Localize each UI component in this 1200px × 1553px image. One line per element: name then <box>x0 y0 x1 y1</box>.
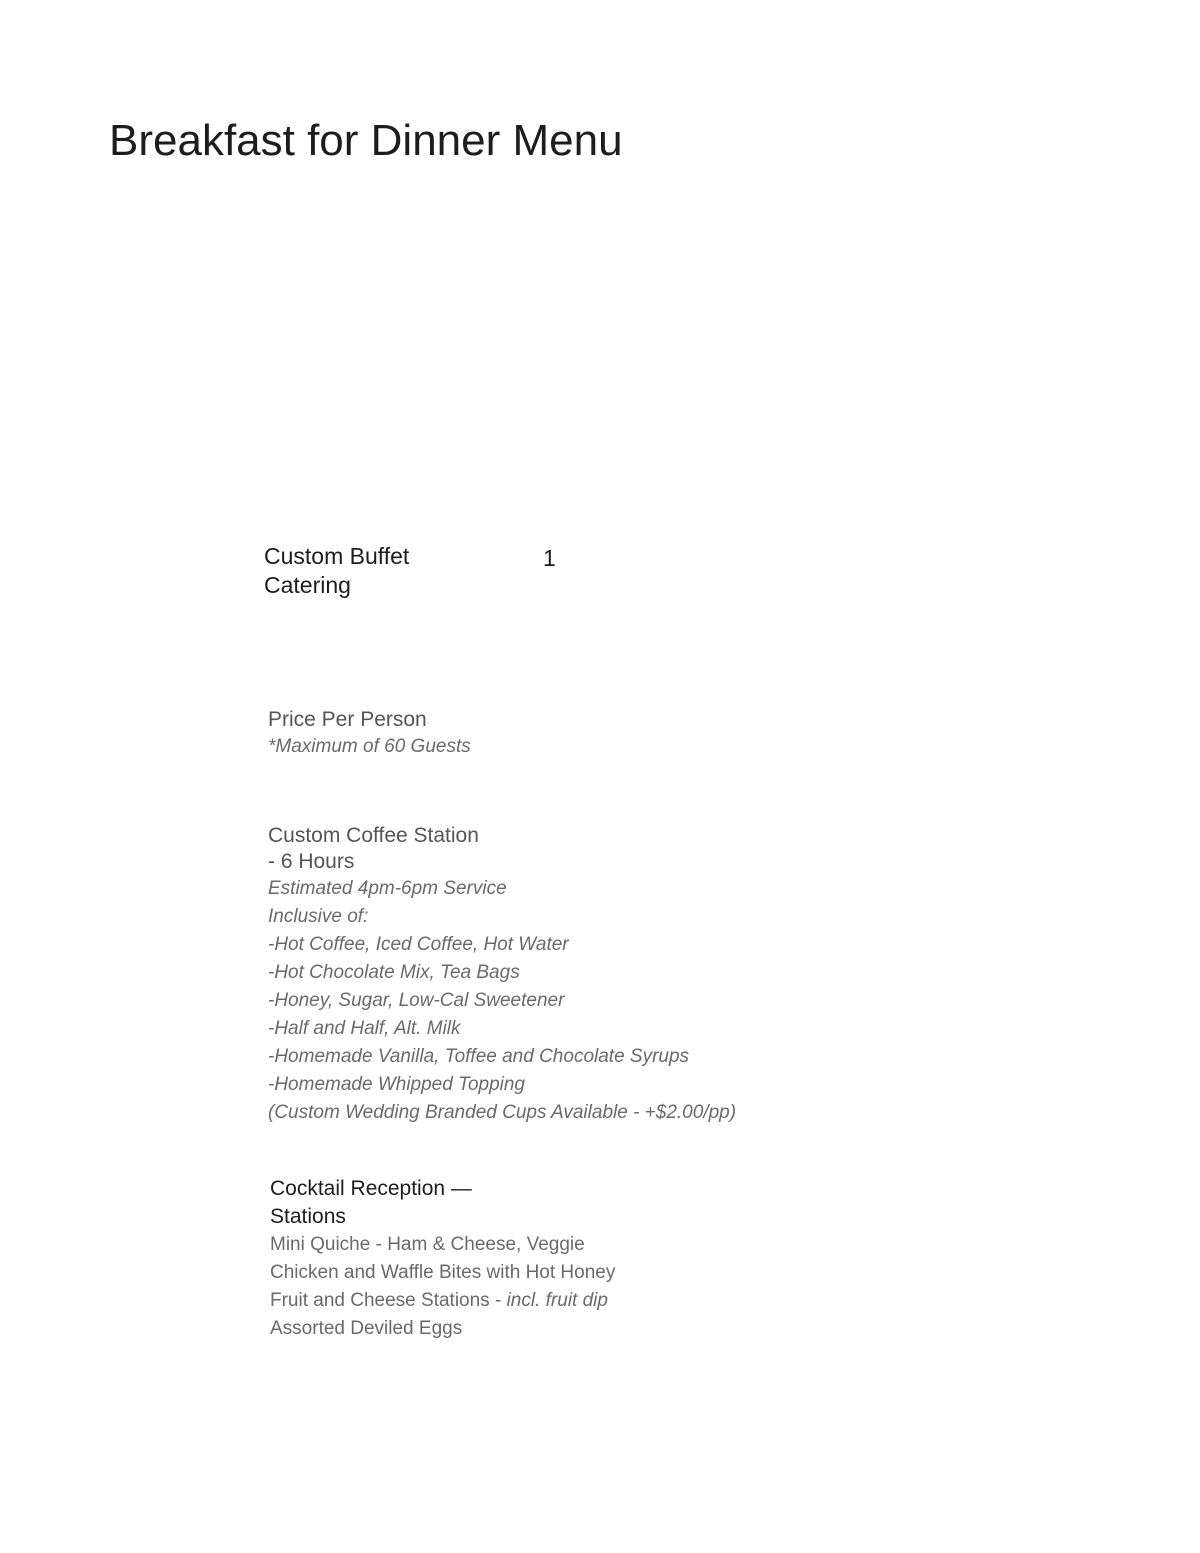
coffee-line: -Hot Chocolate Mix, Tea Bags <box>268 962 520 983</box>
coffee-line: -Honey, Sugar, Low-Cal Sweetener <box>268 990 565 1011</box>
page-title: Breakfast for Dinner Menu <box>109 116 623 165</box>
package-title-line1: Custom Buffet <box>264 543 410 569</box>
cocktail-heading-line1: Cocktail Reception — <box>270 1177 472 1200</box>
price-heading: Price Per Person <box>268 708 427 731</box>
package-title-line2: Catering <box>264 572 351 598</box>
coffee-line: -Hot Coffee, Iced Coffee, Hot Water <box>268 934 569 955</box>
coffee-line: Inclusive of: <box>268 906 369 927</box>
coffee-line: -Homemade Whipped Topping <box>268 1074 526 1095</box>
cocktail-item-text: Mini Quiche - Ham & Cheese, Veggie <box>270 1234 585 1255</box>
cocktail-item <box>270 1287 830 1315</box>
cocktail-item <box>270 1231 830 1259</box>
coffee-line: -Homemade Vanilla, Toffee and Chocolate Syrups <box>268 1046 690 1067</box>
package-title <box>264 542 464 600</box>
cocktail-reception-section <box>270 1175 830 1343</box>
cocktail-item <box>270 1259 830 1287</box>
coffee-heading-line2: - 6 Hours <box>268 850 355 873</box>
cocktail-item <box>270 1315 830 1343</box>
coffee-station-section <box>268 823 828 1127</box>
cocktail-item-italic-note: incl. fruit dip <box>506 1290 608 1311</box>
coffee-heading-line1: Custom Coffee Station <box>268 824 479 847</box>
price-section <box>268 707 828 761</box>
coffee-line: Estimated 4pm-6pm Service <box>268 878 507 899</box>
coffee-line: (Custom Wedding Branded Cups Available - +$2.00/pp) <box>268 1102 737 1123</box>
cocktail-item-text: Chicken and Waffle Bites with Hot Honey <box>270 1262 616 1283</box>
coffee-line: -Half and Half, Alt. Milk <box>268 1018 461 1039</box>
price-note: *Maximum of 60 Guests <box>268 736 471 757</box>
cocktail-item-text: Assorted Deviled Eggs <box>270 1318 463 1339</box>
cocktail-item-text: Fruit and Cheese Stations - <box>270 1290 507 1311</box>
cocktail-heading-line2: Stations <box>270 1205 346 1228</box>
package-number: 1 <box>543 545 556 571</box>
